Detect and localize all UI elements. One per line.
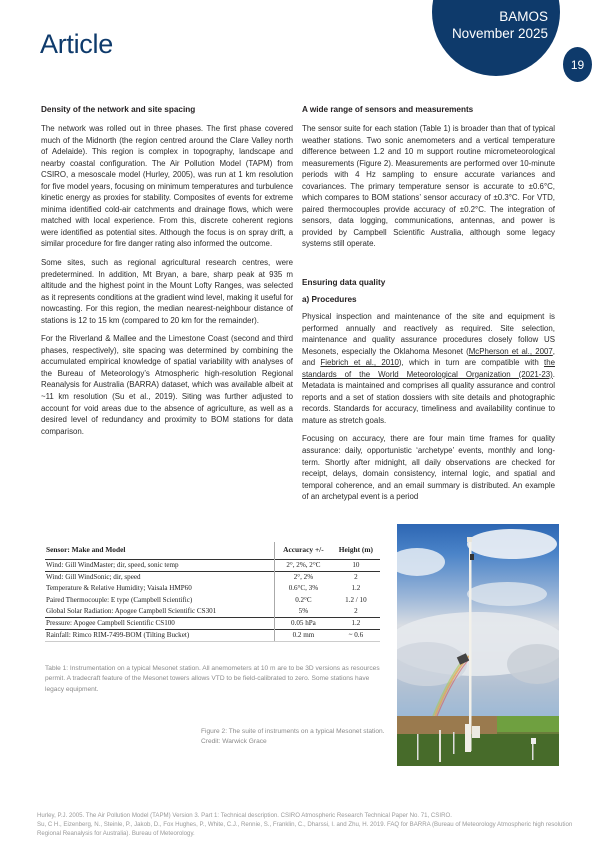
paragraph: Focusing on accuracy, there are four main time frames for quality assurance: daily, opportunistic ‘archetype’ events, monthly and long-term. Shortly after midnight, all daily observations are checked for receipt, delays, domain consistency, internal logic, and spatial and temporal coherence, and an email summary is distributed. An example of an archetypal event is a period [302, 434, 555, 502]
paragraph: For the Riverland & Mallee and the Limestone Coast (second and third phases, respectively), site spacing was determined by combining the accumulated empirical knowledge of spatial variability with analyses of the Bureau of Meteorology’s Atmospheric high-resolution Regional Reanalysis for Australia (BARRA) dataset, which was available albeit at ~11 km resolution (Su et al., 2019). Siting was further adjusted to account for void areas due to the absence of agriculture, as well as a desired level of redundancy and proximity to BOM stations for data comparison. [41, 334, 293, 436]
table-row: Rainfall: Rimco RIM-7499-BOM (Tilting Bucket) 0.2 mm ~ 0.6 [45, 630, 380, 642]
figure-caption: Figure 2: The suite of instruments on a typical Mesonet station. Credit: Warwick Grace [201, 728, 385, 746]
paragraph: The sensor suite for each station (Table 1) is broader than that of typical weather stations. Two sonic anemometers and a vertical temperature difference between 1.2 and 10 m support routine micrometeorological measurements (Figure 2). Measurements are performed over 10-minute periods with 4 Hz sampling to ensure accurate variances and covariances. The primary temperature sensor is accurate to ±0.6°C, which compares to BOM stations’ sensor accuracy of ±0.3°C. For VTD, paired thermocouples provide accuracy of ±0.2°C. The integration of sensors, data logging, communications, antennas, and power is provided by Campbell Scientific Australia, although some legacy systems still operate. [302, 124, 555, 249]
link-mcpherson[interactable]: McPherson et al., 2007 [468, 346, 553, 356]
table-header: Accuracy +/- [275, 542, 332, 560]
table-caption: Table 1: Instrumentation on a typical Mesonet station. All anemometers at 10 m are to be 3D versions as resources permit. A tradecraft feature of the Mesonet towers allows VTD to be field-calibrated to zero. Some stations have legacy equipment. [45, 665, 380, 693]
weather-station-image [397, 524, 559, 766]
section-title: Article [40, 29, 113, 59]
table-row: Paired Thermocouple: E type (Campbell Scientific) 0.2°C 1.2 / 10 [45, 595, 380, 606]
left-column [41, 104, 293, 444]
heading-data-quality: Ensuring data quality [302, 278, 386, 288]
instrument-table [45, 542, 380, 642]
link-fiebrich[interactable]: Fiebrich et al., 2010 [320, 358, 399, 368]
paragraph: Some sites, such as regional agricultural research centres, were predetermined. In addition, Mt Bryan, a bare, sharp peak at 935 m altitude and the highest point in the Mount Lofty Ranges, was selected as it represents conditions at the gradient wind level, making it useful for nowcasting. For this region, the median nearest-neighbour distance of stations is 12 to 15 km (compared to 20 km for the remainder). [41, 258, 293, 325]
issue-date: November 2025 [451, 26, 548, 41]
link-wmo-standards[interactable]: the standards of the World Meteorological Organization (2021-23) [302, 358, 555, 379]
table-row: Wind: Gill WindSonic; dir, speed 2°, 2% 2 [45, 572, 380, 584]
heading-network-density: Density of the network and site spacing [41, 105, 196, 114]
journal-name: BAMOS [499, 9, 548, 24]
subheading-procedures: a) Procedures [302, 295, 357, 305]
table-row: Pressure: Apogee Campbell Scientific CS100 0.05 hPa 1.2 [45, 618, 380, 630]
station-photo [397, 524, 559, 766]
references [37, 811, 582, 839]
page-number: 19 [563, 47, 592, 82]
right-column [302, 104, 555, 510]
reference-item: Hurley, P.J. 2005. The Air Pollution Model (TAPM) Version 3. Part 1: Technical description. CSIRO Atmospheric Research Technical Paper No. 71, CSIRO. [37, 812, 452, 819]
table-row: Wind: Gill WindMaster; dir, speed, sonic temp 2°, 2%, 2°C 10 [45, 560, 380, 572]
paragraph-procedures: Physical inspection and maintenance of the site and equipment is performed annually and reactively as required. Site selection, maintenance and quality assurance procedures closely follow US Mesonets, especially the Oklahoma Mesonet (McPherson et al., 2007, and Fiebrich et al., 2010), which in turn are compatible with the standards of the World Meteorological Organization (2021-23). Metadata is maintained and comprises all quality assurance and control reports and a set of station dossiers with site details and photographic records. Standards for accuracy, timeliness and availability continue to mature as stretch goals. [302, 312, 555, 425]
paragraph: The network was rolled out in three phases. The first phase covered much of the Midnorth (the region centred around the Clare Valley north of Adelaide). This region is complex in topography, landscape and nearby coastal configuration. The Air Pollution Model (TAPM) from CSIRO, a mesoscale model (Hurley, 2005), was run at 1 km resolution for five model years, focusing on minimum temperatures and turbulence kinetic energy as proxies for stability. Composites of events for extreme minima identified cold-air catchments and drainage flows, which were matched with local experience. From this, discrete coherent regions were identified as potential sites. Although the focus is on spray drift, a similar procedure for fire danger rating also informed the outcome. [41, 124, 293, 249]
table-header: Height (m) [338, 545, 374, 554]
table-header: Sensor: Make and Model [46, 545, 126, 554]
table-row: Global Solar Radiation: Apogee Campbell Scientific CS301 5% 2 [45, 606, 380, 618]
reference-item: Su, C H., Eizenberg, N., Steinle, P., Jakob, D., Fox Hughes, P., White, C.J., Rennie, S., Franklin, C., Dharssi, I. and Zhu, H. 2019. FAQ for BARRA (Bureau of Meteorology Atmospheric high resolution Regional Reanalysis for Australia). Bureau of Meteorology. [37, 821, 573, 838]
heading-sensors: A wide range of sensors and measurements [302, 105, 474, 114]
table-row: Temperature & Relative Humidity; Vaisala HMP60 0.6°C, 3% 1.2 [45, 583, 380, 594]
